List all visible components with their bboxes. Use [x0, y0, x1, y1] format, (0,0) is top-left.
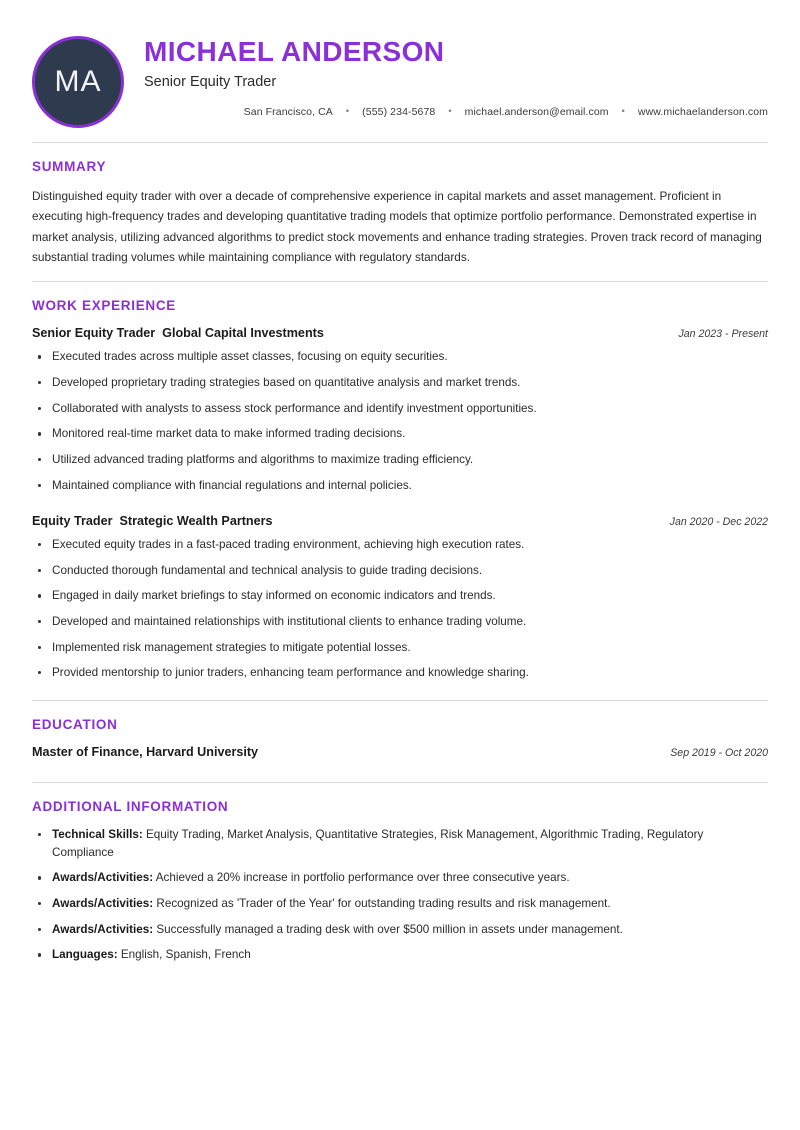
list-item: Developed and maintained relationships with institutional clients to enhance trading volume. [32, 613, 768, 631]
avatar [32, 36, 124, 128]
work-entry-date: Jan 2023 - Present [678, 328, 768, 341]
section-title-work-experience: WORK EXPERIENCE [32, 298, 177, 314]
list-item: Maintained compliance with financial regulations and internal policies. [32, 477, 768, 495]
list-item: Monitored real-time market data to make informed trading decisions. [32, 425, 768, 443]
contact-separator-icon: • [345, 106, 350, 117]
work-entry [32, 325, 768, 495]
work-entry-bullets [32, 536, 768, 682]
list-item: Executed trades across multiple asset classes, focusing on equity securities. [32, 348, 768, 366]
work-entry-head [32, 325, 768, 341]
info-value: Equity Trading, Market Analysis, Quantitative Strategies, Risk Management, Algorithmic Trading, Regulatory Compliance [52, 827, 704, 859]
work-entry-company: Strategic Wealth Partners [119, 513, 273, 528]
list-item: Provided mentorship to junior traders, enhancing team performance and knowledge sharing. [32, 664, 768, 682]
section-title-summary: SUMMARY [32, 159, 107, 174]
work-entry-date: Jan 2020 - Dec 2022 [669, 515, 768, 528]
list-item: Engaged in daily market briefings to stay informed on economic indicators and trends. [32, 587, 768, 605]
info-value: Recognized as 'Trader of the Year' for outstanding trading results and risk management. [156, 897, 611, 911]
avatar-initials: MA [54, 65, 102, 98]
list-item [32, 895, 768, 913]
education-entry [32, 744, 768, 760]
headline: Senior Equity Trader [144, 74, 277, 91]
work-entry-bullets [32, 348, 768, 494]
list-item: Utilized advanced trading platforms and algorithms to maximize trading efficiency. [32, 451, 768, 469]
education-degree: Master of Finance, Harvard University [32, 745, 259, 760]
section-work-experience [32, 282, 768, 700]
page-title: MICHAEL ANDERSON [144, 36, 445, 67]
resume-header [32, 34, 768, 142]
section-title-additional-information: ADDITIONAL INFORMATION [32, 798, 229, 814]
contact-separator-icon: • [448, 106, 452, 117]
contact-email[interactable]: michael.anderson@email.com [464, 105, 609, 118]
contact-phone[interactable]: (555) 234-5678 [362, 105, 436, 118]
list-item [32, 946, 768, 964]
list-item: Collaborated with analysts to assess stock performance and identify investment opportunities. [32, 400, 768, 418]
info-label: Awards/Activities: [52, 871, 154, 885]
contact-line [144, 106, 768, 118]
list-item [32, 921, 768, 939]
header-main [144, 34, 768, 118]
additional-information-list [32, 826, 768, 965]
work-entry-head [32, 513, 768, 529]
work-entry-heading [32, 325, 324, 341]
education-entry-head [32, 744, 768, 760]
info-value: Successfully managed a trading desk with over $500 million in assets under management. [156, 922, 623, 936]
info-label: Technical Skills: [52, 827, 143, 841]
section-education [32, 701, 768, 781]
section-title-education: EDUCATION [32, 717, 118, 733]
section-summary [32, 143, 768, 281]
list-item: Implemented risk management strategies to mitigate potential losses. [32, 639, 768, 657]
contact-website[interactable]: www.michaelanderson.com [637, 105, 768, 118]
education-date: Sep 2019 - Oct 2020 [670, 747, 768, 760]
info-label: Languages: [52, 948, 118, 962]
info-label: Awards/Activities: [52, 922, 154, 936]
list-item: Conducted thorough fundamental and technical analysis to guide trading decisions. [32, 562, 768, 580]
list-item: Executed equity trades in a fast-paced trading environment, achieving high execution rates. [32, 536, 768, 554]
list-item [32, 826, 768, 862]
list-item [32, 869, 768, 887]
section-additional-information [32, 783, 768, 979]
info-value: English, Spanish, French [120, 948, 251, 962]
info-value: Achieved a 20% increase in portfolio performance over three consecutive years. [155, 871, 570, 885]
summary-text: Distinguished equity trader with over a decade of comprehensive experience in capital markets and asset management. Proficient in executing high-frequency trades and developing quantitative trading models that optimize portfolio performance. Demonstrated expertise in market analysis, utilizing advanced algorithms to predict stock movements and enhance trading strategies. Proven track record of managing substantial trading volumes while maintaining compliance with regulatory standards. [32, 189, 762, 264]
work-entry-role: Equity Trader [32, 513, 113, 528]
contact-location: San Francisco, CA [243, 105, 333, 118]
list-item: Developed proprietary trading strategies based on quantitative analysis and market trends. [32, 374, 768, 392]
work-entry-company: Global Capital Investments [162, 326, 324, 341]
work-entry-heading [32, 513, 273, 529]
info-label: Awards/Activities: [52, 897, 154, 911]
work-entry-role: Senior Equity Trader [32, 326, 156, 341]
contact-separator-icon: • [621, 106, 625, 117]
work-entry [32, 513, 768, 683]
